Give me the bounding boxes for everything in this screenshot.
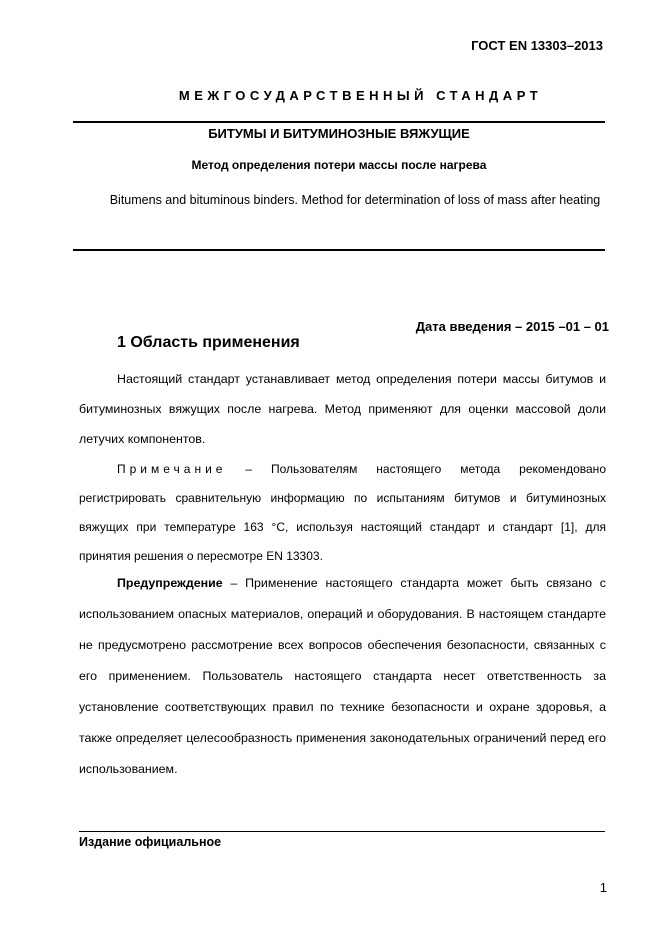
title-rule-bottom	[73, 249, 605, 251]
footer-rule	[79, 831, 605, 832]
introduction-date: Дата введения – 2015 –01 – 01	[415, 319, 609, 334]
edition-label: Издание официальное	[79, 835, 222, 849]
note-text: – Пользователям настоящего метода рекомендовано регистрировать сравнительную информацию по испытаниям битумов и битуминозных вяжущих при температуре 163 °С, используя настоящий стандарт и стандарт [1], для принятия решения о пересмотре EN 13303.	[79, 462, 606, 563]
warning-label: Предупреждение	[117, 576, 223, 590]
warning-text: – Применение настоящего стандарта может быть связано с использованием опасных материалов, операций и оборудования. В настоящем стандарте не предусмотрено рассмотрение всех вопросов обеспечения безопасности, связанных с его применением. Пользователь настоящего стандарта несет ответственность за установление соответствующих правил по технике безопасности и охране здоровья, а также определяет целесообразность применения законодательных ограничений перед его использованием.	[79, 576, 606, 776]
note-label: Примечание	[117, 462, 227, 476]
scope-paragraph: Настоящий стандарт устанавливает метод определения потери массы битумов и битуминозных вяжущих после нагрева. Метод применяют для оценки массовой доли летучих компонентов.	[79, 372, 606, 446]
warning-paragraph	[79, 568, 606, 785]
section-heading: 1 Область применения	[117, 334, 300, 351]
standard-type-heading: МЕЖГОСУДАРСТВЕННЫЙ СТАНДАРТ	[178, 88, 543, 103]
title-rule-top	[73, 121, 605, 123]
page-number: 1	[599, 880, 607, 895]
standard-code: ГОСТ EN 13303–2013	[471, 38, 603, 53]
document-title: БИТУМЫ И БИТУМИНОЗНЫЕ ВЯЖУЩИЕ	[208, 126, 470, 141]
document-title-english: Bitumens and bituminous binders. Method for determination of loss of mass after heating	[109, 193, 601, 207]
note-paragraph	[79, 455, 606, 571]
document-subtitle: Метод определения потери массы после нагрева	[191, 158, 487, 172]
